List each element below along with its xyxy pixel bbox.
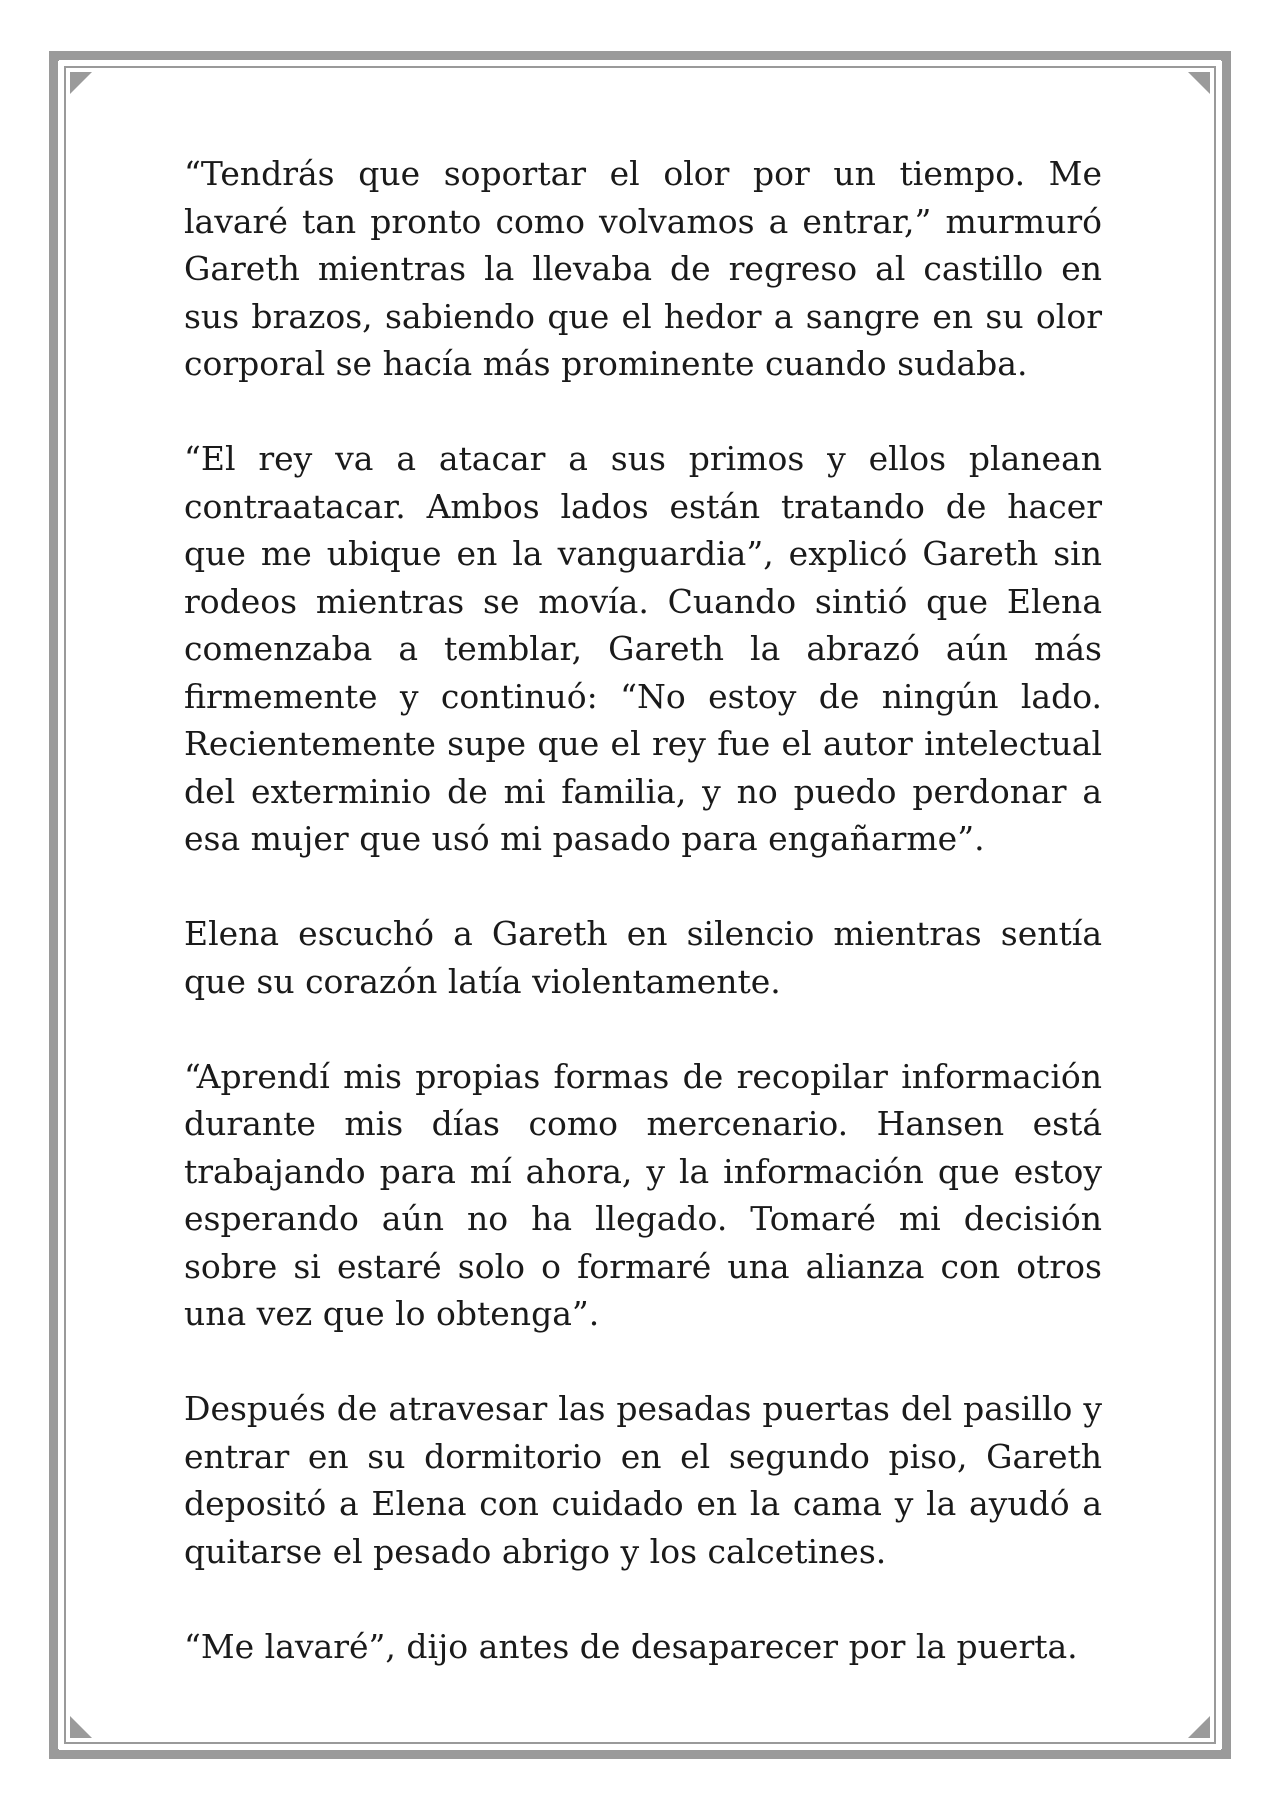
paragraph-5: Después de atravesar las pesadas puertas del pasillo y entrar en su dormitorio en el segundo piso, Gareth depositó a Elena con cuidado en la cama y la ayudó a quitarse el pesado abrigo y los calcetines. (184, 1389, 1102, 1571)
corner-triangle-bl (70, 1716, 92, 1738)
paragraph-4: “Aprendí mis propias formas de recopilar información durante mis días como mercenario. Hansen está trabajando para mí ahora, y la información que estoy esperando aún no ha llegado. Tomaré mi decisión sobre si estaré solo o formaré una alianza con otros una vez que lo obtenga”. (184, 1056, 1102, 1333)
corner-triangle-tl (70, 72, 92, 94)
paragraph-6: “Me lavaré”, dijo antes de desaparecer por la puerta. (184, 1626, 1078, 1666)
corner-triangle-tr (1188, 72, 1210, 94)
corner-triangle-br (1188, 1716, 1210, 1738)
corner-ornament-tr (1221, 51, 1231, 61)
border-top (56, 51, 1224, 60)
paragraph-3: Elena escuchó a Gareth en silencio mientras sentía que su corazón latía violentamente. (184, 914, 1102, 1001)
corner-ornament-tl (49, 51, 59, 61)
paragraph-2: “El rey va a atacar a sus primos y ellos planean contraatacar. Ambos lados están tratando de hacer que me ubique en la vanguardia”, explicó Gareth sin rodeos mientras se movía. Cuando sintió que Elena comenzaba a temblar, Gareth la abrazó aún más firmemente y continuó: “No estoy de ningún lado. Recientemente supe que el rey fue el autor intelectual del exterminio de mi familia, y no puedo perdonar a esa mujer que usó mi pasado para engañarme”. (184, 439, 1102, 858)
corner-ornament-br (1221, 1749, 1231, 1759)
paragraph-1: “Tendrás que soportar el olor por un tiempo. Me lavaré tan pronto como volvamos a entrar,” murmuró Gareth mientras la llevaba de regreso al castillo en sus brazos, sabiendo que el hedor a sangre en su olor corporal se hacía más prominente cuando sudaba. (184, 154, 1102, 383)
body-text (184, 150, 1102, 1718)
border-bottom (56, 1750, 1224, 1759)
corner-ornament-bl (49, 1749, 59, 1759)
border-left (49, 56, 58, 1754)
border-right (1222, 56, 1231, 1754)
